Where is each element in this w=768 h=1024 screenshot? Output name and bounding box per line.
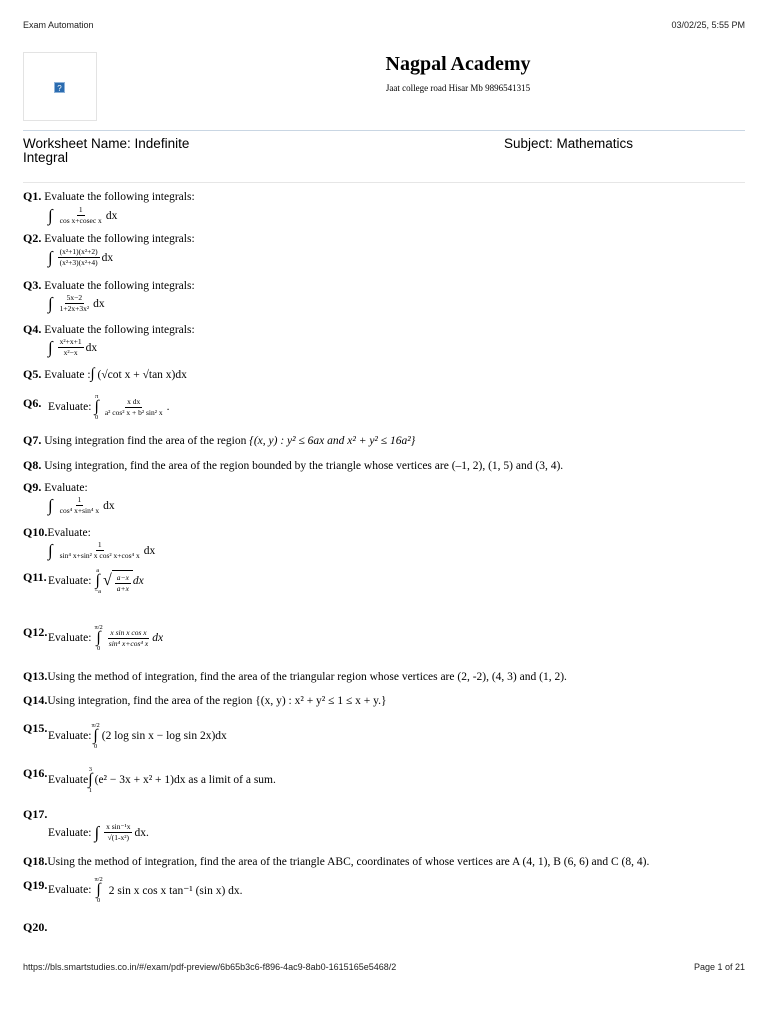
question-15-expression: Evaluate: π/2 ∫ 0 (2 log sin x − log sin 2x)dx <box>48 722 227 750</box>
worksheet-subject: Subject: Mathematics <box>504 136 634 151</box>
question-19-expression: Evaluate: π/2 ∫ 0 2 sin x cos x tan⁻¹ (sin x) dx. <box>48 876 243 904</box>
footer-url[interactable]: https://bls.smartstudies.co.in/#/exam/pdf-preview/6b65b3c6-f896-4ac9-8ab0-1615165e5468/2 <box>23 962 397 972</box>
question-17: Q17. <box>23 807 48 821</box>
question-11-expression: Evaluate: a ∫ −a √ $\frac{a-x}{a+x}$ dx <box>48 567 144 595</box>
question-14: Q14.Using integration, find the area of the region {(x, y) : x² + y² ≤ 1 ≤ x + y.} <box>23 693 387 707</box>
academy-address: Jaat college road Hisar Mb 9896541315 <box>385 83 531 93</box>
question-12-expression: Evaluate: π/2 ∫ 0 x sin x cos x sin⁴ x+cos⁴ x dx <box>48 624 164 652</box>
question-13: Q13.Using the method of integration, find the area of the triangular region whose vertices are (2, -2), (4, 3) and (1, 2). <box>23 669 567 683</box>
question-11: Q11. <box>23 570 47 584</box>
question-16-expression: Evaluate 3 ∫ 1 (e² − 3x + x² + 1)dx as a limit of a sum. <box>48 766 276 794</box>
question-8: Q8. Using integration, find the area of the region bounded by the triangle whose vertices are (–1, 2), (1, 5) and (3, 4). <box>23 458 564 472</box>
question-10: Q10.Evaluate: <box>23 525 91 539</box>
question-5: Q5. Evaluate :∫ (√cot x + √tan x)dx <box>23 366 187 382</box>
question-2-expression: ∫ (x²+1)(x²+2) (x²+3)(x²+4) dx <box>48 247 114 267</box>
question-20: Q20. <box>23 920 48 934</box>
worksheet-divider <box>23 182 745 183</box>
academy-name: Nagpal Academy <box>385 53 531 75</box>
page-indicator: Page 1 of 21 <box>693 962 745 972</box>
question-18: Q18.Using the method of integration, find the area of the triangle ABC, coordinates of whose vertices are A (4, 1), B (6, 6) and C (8, 4). <box>23 854 650 868</box>
question-19: Q19. <box>23 878 48 892</box>
question-12: Q12. <box>23 625 48 639</box>
question-1-expression: ∫ 1 cos x+cosec x dx <box>48 205 118 225</box>
question-3: Q3. Evaluate the following integrals: <box>23 278 195 292</box>
question-1: Q1. Evaluate the following integrals: <box>23 189 195 203</box>
question-6-expression: Evaluate: π ∫ 0 x dx a² cos² x + b² sin² x . <box>48 393 170 421</box>
question-4: Q4. Evaluate the following integrals: <box>23 322 195 336</box>
header-divider <box>23 130 745 131</box>
broken-image-icon: ? <box>54 82 65 93</box>
question-9: Q9. Evaluate: <box>23 480 88 494</box>
browser-header-timestamp: 03/02/25, 5:55 PM <box>671 20 745 30</box>
browser-header-title: Exam Automation <box>23 20 94 30</box>
worksheet-name: Worksheet Name: Indefinite Integral <box>23 136 190 165</box>
question-10-expression: ∫ 1 sin⁴ x+sin² x cos² x+cos⁴ x dx <box>48 540 156 560</box>
question-9-expression: ∫ 1 cos⁴ x+sin⁴ x dx <box>48 495 115 515</box>
question-4-expression: ∫ x²+x+1 x²−x dx <box>48 337 98 357</box>
question-7: Q7. Using integration find the area of the region {(x, y) : y² ≤ 6ax and x² + y² ≤ 16a²} <box>23 433 416 447</box>
question-16: Q16. <box>23 766 48 780</box>
question-6: Q6. <box>23 396 42 410</box>
question-3-expression: ∫ 5x−2 1+2x+3x² dx <box>48 293 105 313</box>
question-2: Q2. Evaluate the following integrals: <box>23 231 195 245</box>
question-17-expression: Evaluate: ∫ x sin⁻¹x √(1-x²) dx. <box>48 822 149 842</box>
question-15: Q15. <box>23 721 48 735</box>
